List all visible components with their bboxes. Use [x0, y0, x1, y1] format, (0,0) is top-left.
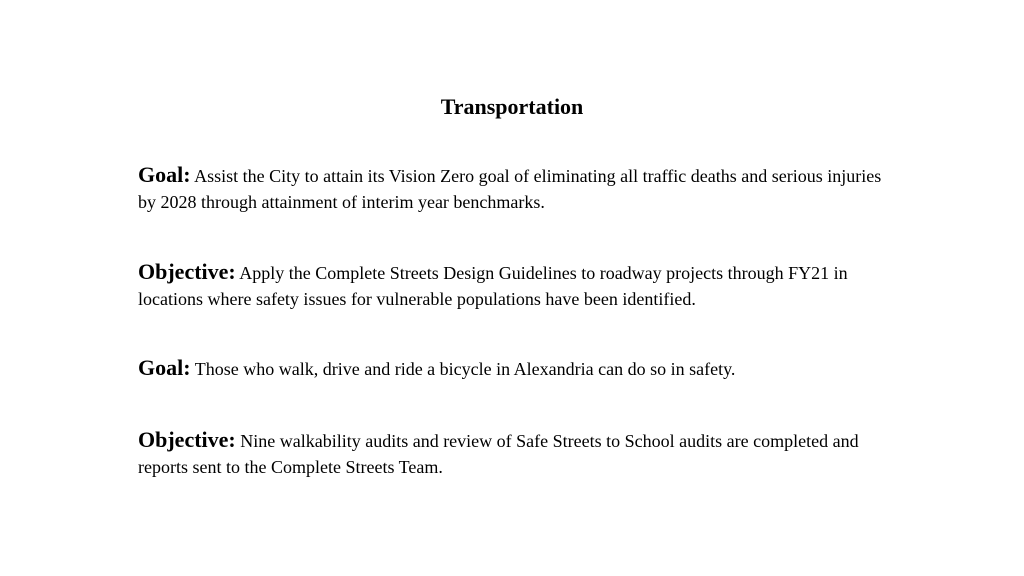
goal-block-2	[138, 355, 898, 382]
goal-text: Those who walk, drive and ride a bicycle in Alexandria can do so in safety.	[194, 359, 736, 379]
slide-title: Transportation	[440, 94, 584, 119]
objective-block-1	[138, 259, 898, 312]
objective-text: Apply the Complete Streets Design Guidelines to roadway projects through FY21 in locations where safety issues for vulnerable populations have been identified.	[138, 263, 848, 309]
goal-text: Assist the City to attain its Vision Zero goal of eliminating all traffic deaths and serious injuries by 2028 through attainment of interim year benchmarks.	[138, 166, 882, 212]
goal-label: Goal:	[138, 355, 191, 380]
objective-label: Objective:	[138, 427, 236, 452]
goal-label: Goal:	[138, 162, 191, 187]
goal-block-1	[138, 162, 898, 215]
objective-block-2	[138, 427, 898, 480]
objective-text: Nine walkability audits and review of Safe Streets to School audits are completed and reports sent to the Complete Streets Team.	[138, 431, 859, 477]
objective-label: Objective:	[138, 259, 236, 284]
